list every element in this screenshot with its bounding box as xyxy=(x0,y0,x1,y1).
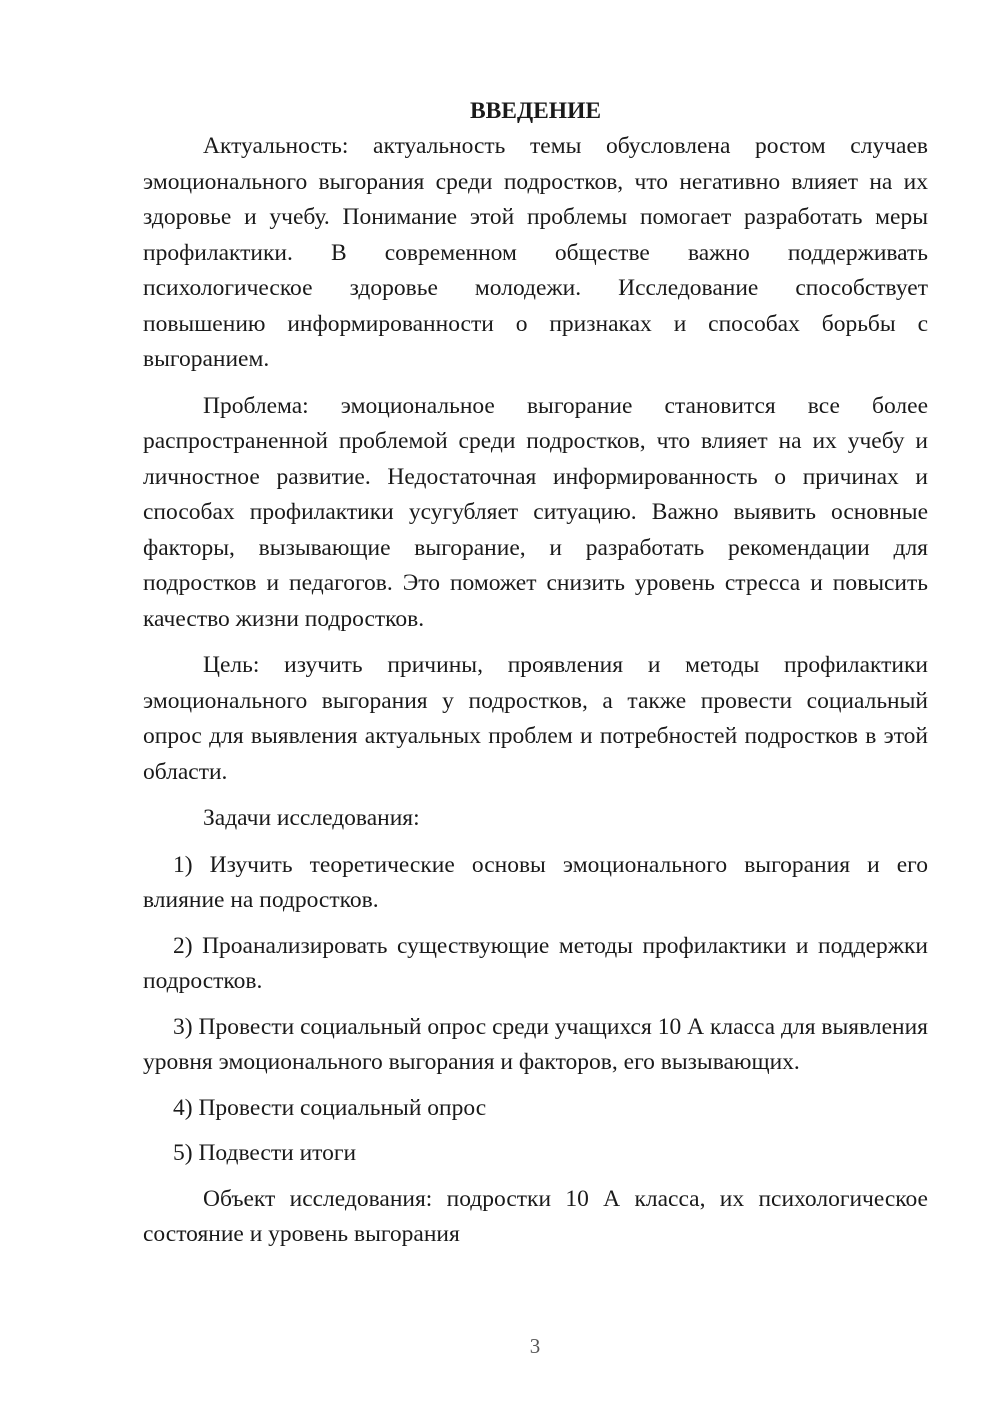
relevance-paragraph: Актуальность: актуальность темы обусловлена ростом случаев эмоционального выгорания среди подростков, что негативно влияет на их здоровье и учебу. Понимание этой проблемы помогает разработать меры профилактики. В современном обществе важно поддерживать психологическое здоровье молодежи. Исследование способствует повышению информированности о признаках и способах борьбы с выгоранием. xyxy=(143,133,928,372)
page-number: 3 xyxy=(529,1334,541,1358)
task-item-2: 2) Проанализировать существующие методы профилактики и поддержки подростков. xyxy=(143,932,928,994)
page-title: ВВЕДЕНИЕ xyxy=(469,98,602,124)
page-content xyxy=(143,95,928,1264)
problem-paragraph: Проблема: эмоциональное выгорание становится все более распространенной проблемой среди подростков, что влияет на их учебу и личностное развитие. Недостаточная информированность о причинах и способах профилактики усугубляет ситуацию. Важно выявить основные факторы, вызывающие выгорание, и разработать рекомендации для подростков и педагогов. Это поможет снизить уровень стресса и повысить качество жизни подростков. xyxy=(143,392,928,632)
object-paragraph: Объект исследования: подростки 10 А класса, их психологическое состояние и уровень выгорания xyxy=(143,1185,928,1247)
task-item-3: 3) Провести социальный опрос среди учащихся 10 А класса для выявления уровня эмоционального выгорания и факторов, его вызывающих. xyxy=(143,1013,928,1075)
task-item-4: 4) Провести социальный опрос xyxy=(173,1094,487,1121)
task-item-5: 5) Подвести итоги xyxy=(173,1140,357,1166)
goal-paragraph: Цель: изучить причины, проявления и методы профилактики эмоционального выгорания у подростков, а также провести социальный опрос для выявления актуальных проблем и потребностей подростков в этой области. xyxy=(143,652,928,785)
tasks-heading: Задачи исследования: xyxy=(203,805,420,831)
task-item-1: 1) Изучить теоретические основы эмоционального выгорания и его влияние на подростков. xyxy=(143,851,928,913)
